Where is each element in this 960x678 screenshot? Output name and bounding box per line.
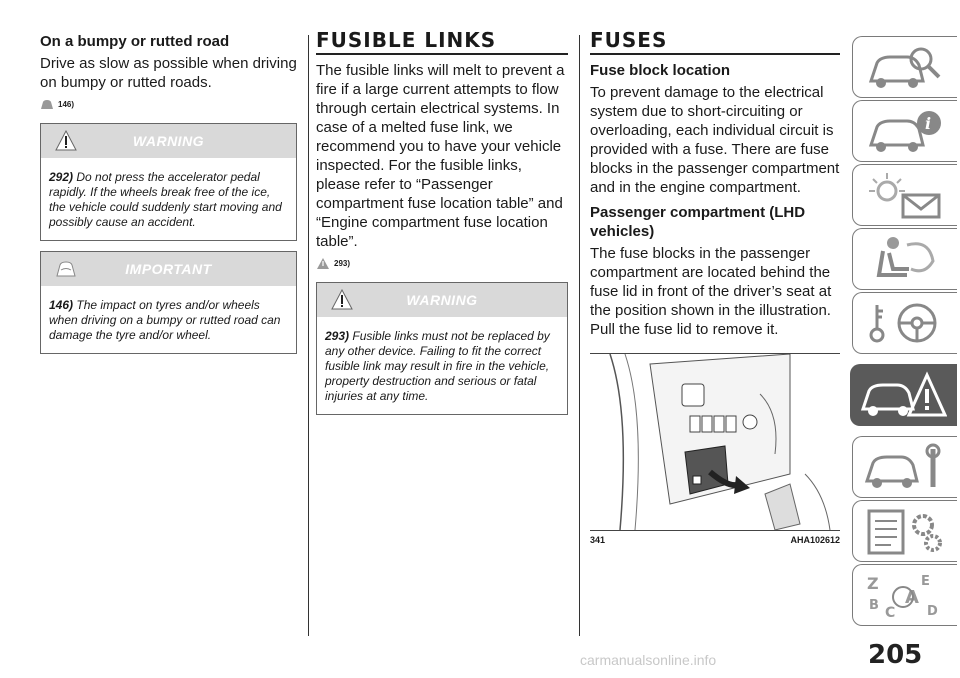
warning-header <box>41 124 296 158</box>
fuse-illustration <box>590 353 840 531</box>
column-divider <box>308 35 309 636</box>
svg-text:Z: Z <box>867 574 879 593</box>
important-car-icon <box>55 258 77 279</box>
important-title: IMPORTANT <box>125 261 212 277</box>
important-text: The impact on tyres and/or wheels when driving on a bumpy or rutted road can damage the tyre and/or wheel. <box>49 298 281 342</box>
warning-text: Fusible links must not be replaced by any other device. Failing to fit the correct fusible link may result in fire in the vehicle, property destruction and serious or fatal injuries at any time. <box>325 329 550 403</box>
important-body <box>41 286 296 353</box>
seat-airbag-icon <box>863 235 949 283</box>
warning-box <box>40 123 297 241</box>
alphabet-index-icon <box>863 571 949 619</box>
warning-triangle-icon <box>55 130 77 151</box>
fuse-figure <box>590 353 840 545</box>
warning-body <box>41 158 296 240</box>
important-reference: 146) <box>40 98 297 111</box>
warning-number: 292) <box>49 170 74 184</box>
body-paragraph: To prevent damage to the electrical system due to short-circuiting or overloading, each individual circuit is provided with a fuse. There are fuse blocks in the passenger compartment and in the engine compartment. <box>590 84 840 196</box>
car-breakdown-triangle-icon <box>861 371 947 419</box>
column-3 <box>590 28 840 545</box>
subsection-heading: Fuse block location <box>590 62 731 79</box>
warning-text: Do not press the accelerator pedal rapidly. If the wheels break free of the ice, the vehicle could suddenly start moving and possibly cause an accident. <box>49 170 282 229</box>
chapter-tab-knowing-your-car[interactable] <box>852 36 957 98</box>
figure-code: AHA102612 <box>790 535 840 545</box>
list-gear-icon <box>863 507 949 555</box>
chapter-tab-safety[interactable] <box>852 228 957 290</box>
car-info-icon <box>863 107 949 155</box>
svg-text:E: E <box>921 574 930 589</box>
body-paragraph: The fusible links will melt to prevent a fire if a large current attempts to flow through certain electrical systems. In case of a melted fuse link, we recommend you to have your vehicle inspected. For the fusible links, please refer to “Passenger compartment fuse location table” and “Engine compartment fuse location table”. <box>316 62 565 250</box>
body-paragraph: Drive as slow as possible when driving on bumpy or rutted roads. <box>40 55 297 91</box>
chapter-tab-starting-driving[interactable] <box>852 292 957 354</box>
chapter-tab-in-an-emergency[interactable] <box>850 364 957 426</box>
column-2 <box>316 28 568 425</box>
car-wrench-icon <box>863 443 949 491</box>
column-1 <box>40 28 297 364</box>
important-car-icon <box>40 98 54 111</box>
warning-triangle-icon <box>316 257 330 270</box>
chapter-tab-warning-lights[interactable] <box>852 164 957 226</box>
key-steering-wheel-icon <box>863 299 949 347</box>
svg-text:A: A <box>905 587 919 608</box>
warning-light-envelope-icon <box>863 171 949 219</box>
warning-body <box>317 317 567 414</box>
car-search-icon <box>863 43 949 91</box>
warning-box <box>316 282 568 415</box>
chapter-tab-dashboard-info[interactable] <box>852 100 957 162</box>
important-header <box>41 252 296 286</box>
svg-text:D: D <box>927 604 938 619</box>
warning-reference: 293) <box>316 257 568 270</box>
subsection-heading: Passenger compartment (LHD vehicles) <box>590 204 806 240</box>
chapter-tab-servicing[interactable] <box>852 436 957 498</box>
warning-title: WARNING <box>132 133 205 149</box>
chapter-tab-technical-data[interactable] <box>852 500 957 562</box>
warning-number: 293) <box>325 329 350 343</box>
important-number: 146) <box>49 298 74 312</box>
section-title: FUSES <box>590 28 840 55</box>
chapter-tab-index[interactable] <box>852 564 957 626</box>
dashboard-fuse-lid-drawing <box>590 354 840 530</box>
important-box <box>40 251 297 354</box>
figure-number: 341 <box>590 535 606 545</box>
warning-title: WARNING <box>406 292 478 308</box>
svg-text:B: B <box>869 598 879 613</box>
body-paragraph: The fuse blocks in the passenger compartment are located behind the fuse lid in front of the driver’s seat at the position shown in the illustration. Pull the fuse lid to remove it. <box>590 245 832 338</box>
warning-header <box>317 283 567 317</box>
section-heading: On a bumpy or rutted road <box>40 33 230 50</box>
svg-text:i: i <box>925 114 932 133</box>
column-divider <box>579 35 580 636</box>
section-title: FUSIBLE LINKS <box>316 28 568 55</box>
svg-text:C: C <box>885 605 896 619</box>
watermark: carmanualsonline.info <box>580 652 717 668</box>
warning-triangle-icon <box>331 289 353 310</box>
figure-caption <box>590 531 840 545</box>
page-number: 205 <box>868 640 923 670</box>
